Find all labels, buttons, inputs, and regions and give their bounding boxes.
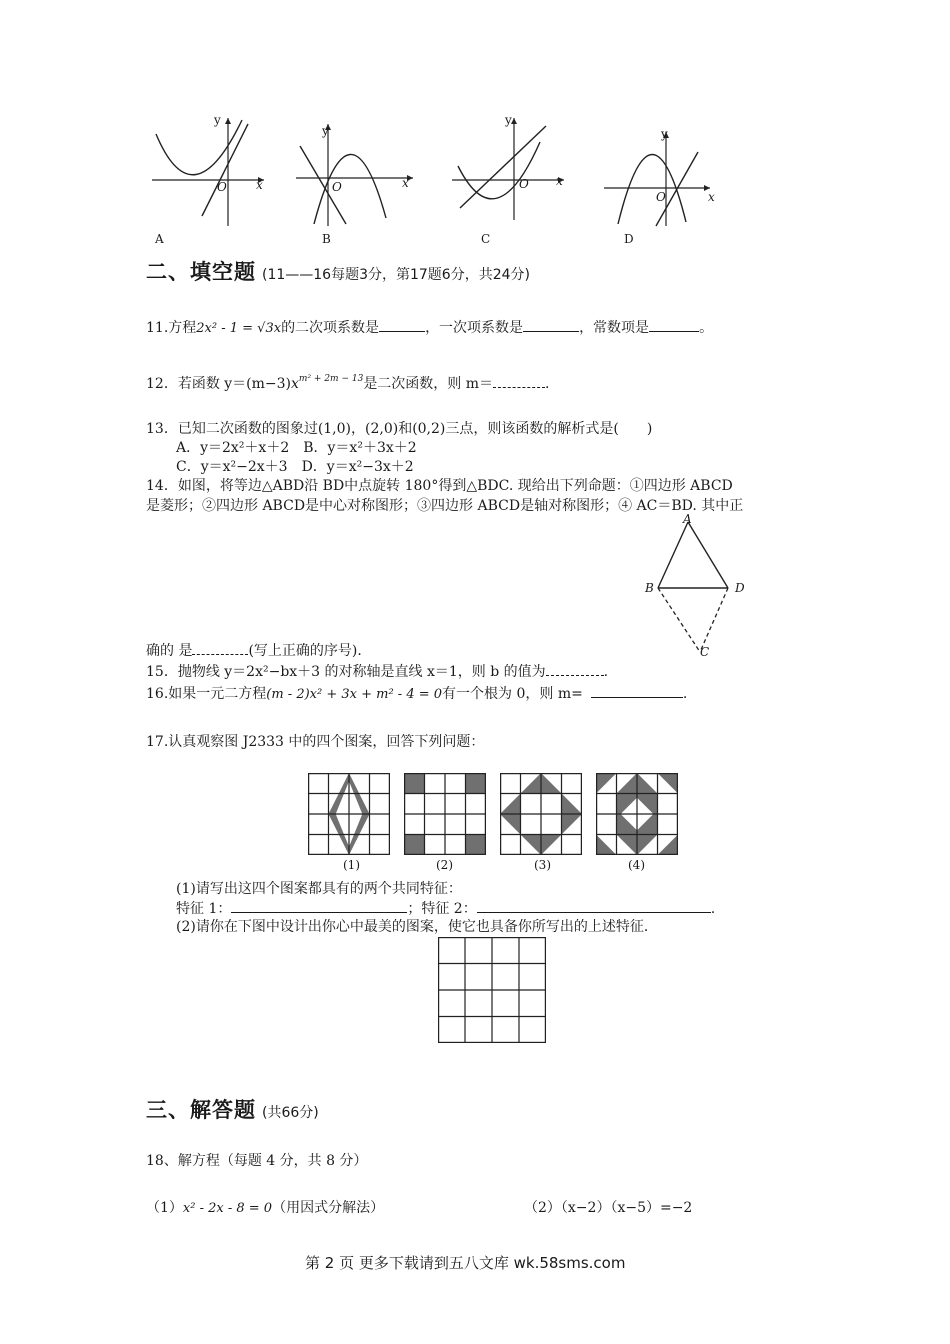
question-14-line1: 14．如图，将等边△ABD沿 BD中点旋转 180°得到△BDC. 现给出下列命题：①四边形 ABCD (146, 478, 733, 494)
pattern-2 (404, 773, 486, 855)
graph-b-origin-label: O (332, 180, 342, 194)
q12-base: x (291, 376, 299, 392)
graph-b-label: B (322, 232, 331, 246)
q12-prefix: 12．若函数 y＝(m−3) (146, 376, 292, 392)
section-2-heading (146, 256, 530, 286)
pattern-4 (596, 773, 678, 855)
pattern-2-caption: (2) (436, 858, 453, 872)
q16-equation: (m - 2)x² + 3x + m² - 4 = 0 (266, 687, 443, 702)
q12-blank[interactable] (493, 374, 545, 388)
question-18-part1 (146, 1199, 384, 1218)
q14-blank[interactable] (192, 641, 248, 655)
question-13-options-cd: C．y＝x²−2x＋3 D．y＝x²−3x＋2 (176, 459, 414, 475)
design-grid[interactable] (438, 937, 546, 1043)
graph-a-x-label: x (256, 178, 263, 192)
graph-b-y-label: y (322, 124, 329, 138)
graph-d-origin-label: O (656, 190, 666, 204)
q16-text: 有一个根为 0，则 m= (442, 686, 583, 702)
q14-label-d: D (735, 581, 745, 595)
q17-feature2-label: ；特征 2： (407, 901, 477, 917)
q11-blank-quadratic[interactable] (379, 318, 425, 332)
q15-blank[interactable] (546, 662, 604, 676)
pattern-4-caption: (4) (628, 858, 645, 872)
question-18-part2: （2）（x−2）（x−5）=−2 (524, 1200, 693, 1216)
graph-d-x-label: x (708, 190, 715, 204)
question-18-stem: 18、解方程（每题 4 分，共 8 分） (146, 1153, 368, 1169)
q14-line3-suffix: (写上正确的序号)． (248, 643, 372, 659)
q17-feature1-label: 特征 1： (176, 901, 232, 917)
graph-c-x-label: x (556, 174, 563, 188)
q11-text-constant: ，常数项是 (579, 320, 650, 336)
q11-prefix: 11.方程 (146, 320, 197, 336)
q17-feature1-blank[interactable] (231, 899, 407, 913)
q11-text-linear: ，一次项系数是 (425, 320, 524, 336)
q17-features (176, 899, 715, 918)
section-3-subtitle: (共66分) (262, 1105, 319, 1121)
pattern-1-caption: (1) (343, 858, 360, 872)
graph-a-label: A (155, 232, 164, 246)
question-14-line2: 是菱形；②四边形 ABCD是中心对称图形；③四边形 ABCD是轴对称图形；④ AC＝BD. 其中正 (146, 498, 744, 514)
pattern-3 (500, 773, 582, 855)
question-16 (146, 684, 687, 704)
q16-prefix: 16.如果一元二方程 (146, 686, 267, 702)
question-13-stem: 13．已知二次函数的图象过(1,0)，(2,0)和(0,2)三点，则该函数的解析式是( ) (146, 421, 653, 437)
question-17-stem: 17.认真观察图 J2333 中的四个图案，回答下列问题： (146, 734, 485, 750)
q15-text: 15．抛物线 y＝2x²−bx＋3 的对称轴是直线 x＝1，则 b 的值为 (146, 664, 546, 680)
q17-part2: (2)请你在下图中设计出你心中最美的图案，使它也具备你所写出的上述特征． (176, 919, 658, 935)
q14-label-a: A (683, 512, 692, 526)
graph-c-label: C (481, 232, 491, 246)
section-3-heading (146, 1094, 319, 1124)
q17-part1: (1)请写出这四个图案都具有的两个共同特征： (176, 881, 462, 897)
graph-d (600, 126, 715, 230)
question-12 (146, 370, 550, 393)
q17-feature2-blank[interactable] (477, 899, 711, 913)
section-2-subtitle: (11——16每题3分，第17题6分，共24分) (262, 267, 530, 283)
q18-p1-prefix: （1） (146, 1200, 183, 1216)
graph-a-origin-label: O (217, 180, 227, 194)
q16-blank[interactable] (591, 684, 683, 698)
page-footer: 第 2 页 更多下载请到五八文库 wk.58sms.com (305, 1254, 626, 1272)
question-14-line3 (146, 641, 371, 660)
q18-p1-equation: x² - 2x - 8 = 0 (182, 1201, 273, 1216)
q11-blank-constant[interactable] (649, 318, 699, 332)
q15-end: . (603, 664, 609, 680)
graph-a (148, 112, 268, 230)
graph-b (292, 118, 417, 230)
q11-text-quadratic: 的二次项系数是 (281, 320, 380, 336)
q14-label-c: C (700, 645, 710, 659)
q14-label-b: B (645, 581, 654, 595)
pattern-3-caption: (3) (534, 858, 551, 872)
q11-blank-linear[interactable] (523, 318, 579, 332)
q17-features-end: . (710, 901, 716, 917)
pattern-1 (308, 773, 390, 855)
graph-c-y-label: y (505, 113, 512, 127)
section-2-title: 二、填空题 (146, 260, 256, 284)
graph-c (448, 112, 568, 224)
graph-b-x-label: x (402, 176, 409, 190)
q11-equation: 2x² - 1 = √3x (196, 321, 282, 336)
graph-c-origin-label: O (519, 177, 529, 191)
q12-text: 是二次函数，则 m＝ (363, 376, 494, 392)
graph-a-y-label: y (214, 113, 221, 127)
q18-p1-note: （用因式分解法） (272, 1200, 385, 1216)
question-11 (146, 318, 713, 338)
section-3-title: 三、解答题 (146, 1098, 256, 1122)
q12-exponent: m² + 2m − 13 (298, 374, 364, 384)
q11-end: 。 (699, 320, 714, 336)
graph-d-y-label: y (661, 127, 668, 141)
question-13-options-ab: A．y＝2x²＋x＋2 B．y＝x²＋3x＋2 (176, 440, 417, 456)
q14-line3-prefix: 确的 是 (146, 643, 193, 659)
q16-end: . (682, 686, 688, 702)
question-15 (146, 662, 608, 681)
graph-d-label: D (624, 232, 634, 246)
q12-end: . (545, 376, 550, 392)
